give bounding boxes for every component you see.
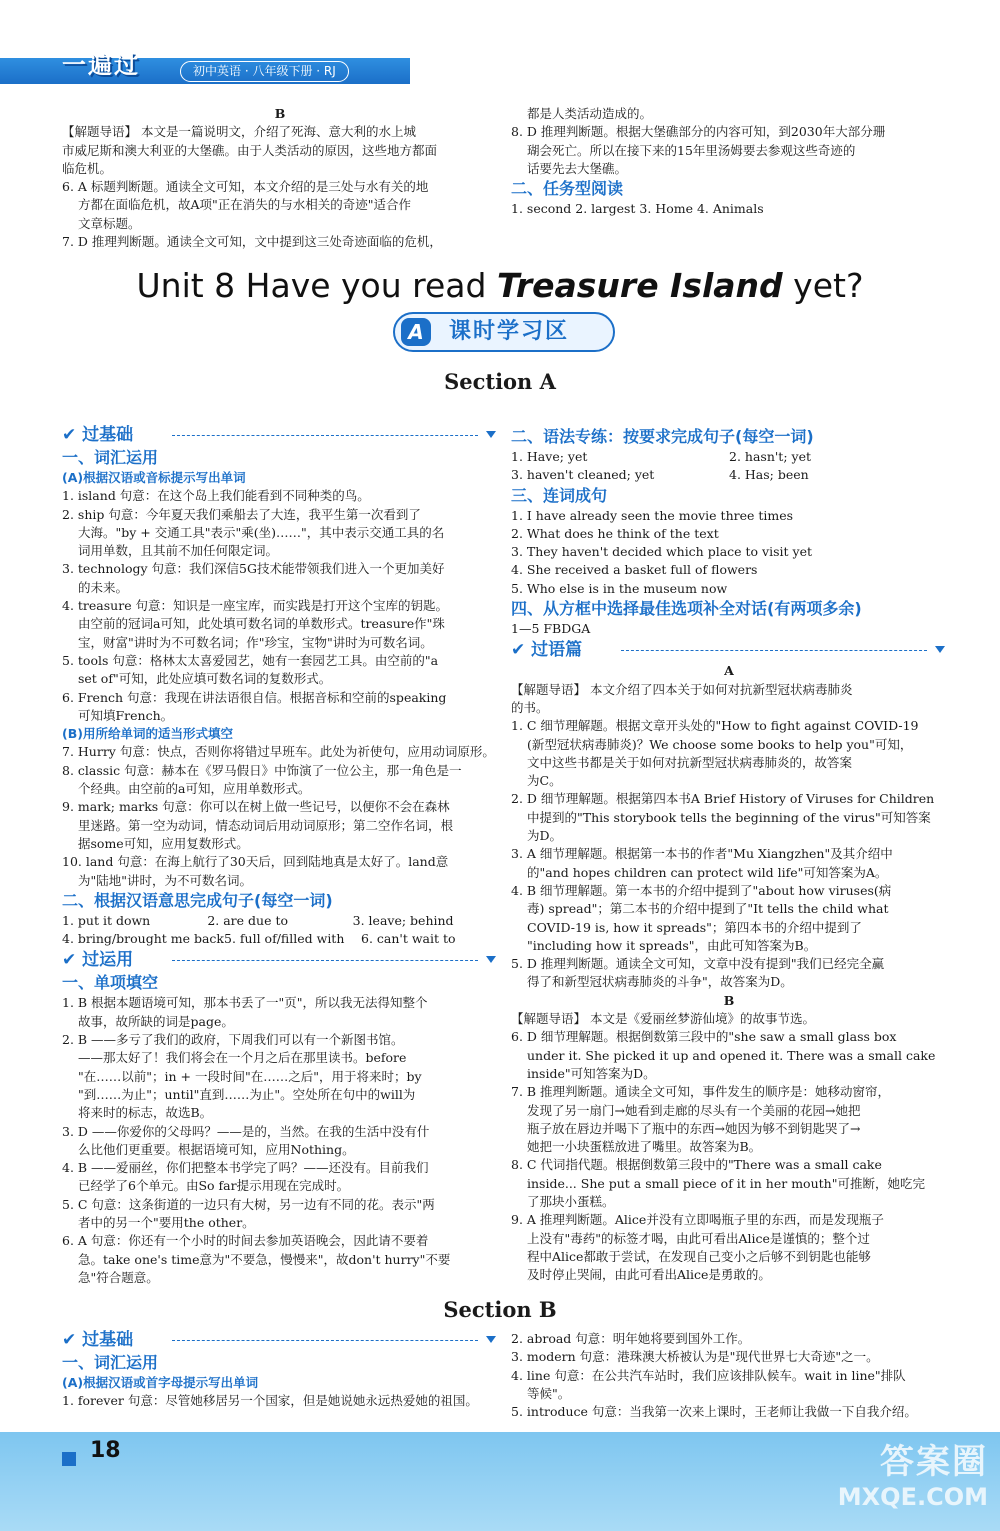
watermark: [838, 1442, 988, 1512]
answer-cell: 3. haven't cleaned; yet: [511, 467, 655, 483]
subheading: 二、语法专练：按要求完成句子(每空一词): [511, 427, 814, 446]
text-line: 3. A 细节理解题。根据第一本书的作者"Mu Xiangzhen"及其介绍中: [511, 846, 893, 862]
section-b-left-column: [62, 1328, 498, 1411]
text-line: 2. D 细节理解题。根据第四本书A Brief History of Viruses for Children: [511, 791, 935, 807]
top-left-column: [62, 105, 498, 251]
text-line: 10. land 句意：在海上航行了30天后，回到陆地真是太好了。land意: [62, 854, 449, 870]
text-line: 1. B 根据本题语境可知，那本书丢了一"页"，所以我无法得知整个: [62, 995, 428, 1011]
text-line: 5. Who else is in the museum now: [511, 580, 728, 596]
text-line: 大海。"by + 交通工具"表示"乘(坐)……"，其中表示交通工具的名: [78, 524, 445, 540]
text-line: B: [274, 106, 286, 121]
text-line: A: [724, 663, 734, 679]
heading-rule: [621, 650, 927, 651]
text-line: 8. C 代词指代题。根据倒数第三段中的"There was a small cake: [511, 1157, 882, 1173]
text-line: 9. A 推理判断题。Alice并没有立即喝瓶子里的东西，而是发现瓶子: [511, 1212, 884, 1228]
answer-cell: 4. Has; been: [729, 467, 809, 483]
text-line: 得了和新型冠状病毒肺炎的斗争"，故答案为D。: [527, 974, 793, 990]
text-line: 急"符合题意。: [78, 1269, 159, 1285]
text-line: (新型冠状病毒肺炎)？We choose some books to help you"可知，: [527, 736, 913, 752]
text-line: 【解题导语】 本文介绍了四本关于如何对抗新型冠状病毒肺炎: [511, 681, 853, 697]
subheading: (B)用所给单词的适当形式填空: [62, 726, 233, 742]
subheading: 一、词汇运用: [62, 448, 159, 467]
text-line: 7. Hurry 句意：快点，否则你将错过早班车。此处为祈使句，应用动词原形。: [62, 744, 495, 760]
heading-rule: [172, 1340, 478, 1341]
text-line: 4. She received a basket full of flowers: [511, 562, 758, 578]
zone-badge: A: [401, 318, 431, 346]
answer-cell: 6. can't wait to: [361, 931, 456, 947]
subheading: 二、根据汉语意思完成句子(每空一词): [62, 890, 333, 910]
section-a-left-column: [62, 423, 498, 1287]
text-line: 4. B ——爱丽丝，你们把整本书学完了吗？——还没有。目前我们: [62, 1160, 429, 1176]
text-line: 已经学了6个单元。由So far提示用现在完成时。: [78, 1178, 350, 1194]
text-line: 为"陆地"讲时，为不可数名词。: [78, 872, 252, 888]
answer-cell: 3. leave; behind: [352, 912, 454, 928]
text-line: 的"and hopes children can protect wild life"可知答案为A。: [527, 864, 888, 880]
text-line: 据some可知，应用复数形式。: [78, 835, 249, 851]
subheading: (A)根据汉语或首字母提示写出单词: [62, 1375, 259, 1390]
text-line: 毒) spread"；第二本书的介绍中提到了"It tells the child what: [527, 901, 889, 917]
text-line: 瑚会死亡。所以在接下来的15年里汤姆要去参观这些奇迹的: [527, 142, 856, 158]
text-line: 急。take one's time意为"不要急，慢慢来"，故don't hurry"不要: [78, 1251, 451, 1267]
text-line: 里迷路。第一空为动词，情态动词后用动词原形；第二空作名词，根: [78, 817, 454, 833]
text-line: 的未来。: [78, 579, 129, 595]
text-line: 故事，故所缺的词是page。: [78, 1013, 234, 1029]
text-line: 5. C 句意：这条街道的一边只有大树，另一边有不同的花。表示"两: [62, 1196, 435, 1212]
answer-row: [62, 930, 498, 948]
text-line: 等候"。: [527, 1385, 571, 1401]
text-line: 发现了另一扇门→她看到走廊的尽头有一个美丽的花园→她把: [527, 1102, 861, 1118]
answer-cell: 1. Have; yet: [511, 449, 588, 464]
watermark-text: 答案圈: [880, 1442, 988, 1482]
text-line: 5. tools 句意：格林太太喜爱园艺，她有一套园艺工具。由空前的"a: [62, 652, 439, 668]
text-line: 8. D 推理判断题。根据大堡礁部分的内容可知，到2030年大部分珊: [511, 124, 886, 140]
block-heading: [62, 948, 498, 972]
text-line: 她把一小块蛋糕放进了嘴里。故答案为B。: [527, 1139, 762, 1155]
text-line: 为D。: [527, 828, 563, 844]
text-line: 4. treasure 句意：知识是一座宝库，而实践是打开这个宝库的钥匙。: [62, 598, 449, 614]
block-heading: [62, 423, 498, 447]
text-line: COVID-19 is, how it spreads"；第四本书的介绍中提到了: [527, 919, 862, 935]
text-line: 2. B ——多亏了我们的政府，下周我们可以有一个新图书馆。: [62, 1032, 404, 1048]
answer-cell: 1. put it down: [62, 912, 151, 928]
text-line: 【解题导语】 本文是《爱丽丝梦游仙境》的故事节选。: [511, 1011, 815, 1027]
chevron-down-icon: [935, 646, 945, 653]
text-line: 为C。: [527, 773, 562, 789]
chevron-down-icon: [486, 1336, 496, 1343]
text-line: 1. I have already seen the movie three times: [511, 507, 794, 523]
heading-rule: [172, 435, 478, 436]
text-line: 5. D 推理判断题。通读全文可知，文章中没有提到"我们已经完全赢: [511, 956, 885, 972]
subheading: 二、任务型阅读: [511, 179, 624, 199]
subheading: (A)根据汉语或音标提示写出单词: [62, 470, 246, 485]
text-line: 3. They haven't decided which place to visit yet: [511, 544, 813, 560]
text-line: 临危机。: [62, 160, 113, 176]
section-b-right-column: [511, 1330, 947, 1421]
text-line: 3. D ——你爱你的父母吗？——是的，当然。在我的生活中没有什: [62, 1123, 430, 1139]
text-line: 中提到的"This storybook tells the beginning of the virus"可知答案: [527, 809, 931, 825]
header-bar: [0, 0, 1000, 98]
text-line: 者中的另一个"要用the other。: [78, 1214, 255, 1230]
text-line: under it. She picked it up and opened it. There was a small cake: [527, 1047, 936, 1063]
text-line: 2. ship 句意：今年夏天我们乘船去了大连，我平生第一次看到了: [62, 506, 421, 522]
watermark-url: MXQE.COM: [837, 1483, 988, 1511]
section-b-title: Section B: [443, 1297, 557, 1322]
subheading: 三、连词成句: [511, 485, 608, 505]
text-line: 了那块小蛋糕。: [527, 1193, 615, 1209]
text-line: inside"可知答案为D。: [527, 1065, 656, 1081]
subheading: 四、从方框中选择最佳选项补全对话(有两项多余): [511, 599, 862, 619]
text-line: 6. D 细节理解题。根据倒数第三段中的"she saw a small glass box: [511, 1029, 897, 1045]
chevron-down-icon: [486, 956, 496, 963]
text-line: 么比他们更重要。根据语境可知，应用Nothing。: [78, 1141, 355, 1157]
text-line: 话要先去大堡礁。: [527, 160, 628, 176]
block-heading-label: ✔ 过基础: [62, 1330, 134, 1350]
page-footer: [0, 1432, 1000, 1531]
text-line: 瓶子放在唇边并喝下了瓶中的东西→她因为够不到钥匙哭了→: [527, 1120, 861, 1136]
answer-cell: 5. full of/filled with: [224, 931, 345, 947]
breadcrumb: 初中英语 · 八年级下册 · RJ: [180, 61, 349, 82]
text-line: 4. line 句意：在公共汽车站时，我们应该排队候车。wait in line"排队: [511, 1367, 906, 1383]
text-line: 及时停止哭闹，由此可看出Alice是勇敢的。: [527, 1267, 771, 1283]
text-line: 文中这些书都是关于如何对抗新型冠状病毒肺炎的，故答案: [527, 754, 853, 770]
text-line: set of"可知，此处应填可数名词的复数形式。: [78, 671, 332, 687]
study-zone-banner: [393, 312, 615, 352]
text-line: 8. classic 句意：赫本在《罗马假日》中饰演了一位公主，那一角色是一: [62, 762, 462, 778]
block-heading: [511, 638, 947, 662]
phrase-answers: [62, 912, 498, 949]
text-line: 1. second 2. largest 3. Home 4. Animals: [511, 201, 764, 217]
answer-row: [511, 448, 947, 466]
text-line: 6. A 标题判断题。通读全文可知，本文介绍的是三处与水有关的地: [62, 179, 429, 195]
text-line: 7. B 推理判断题。通读全文可知，事件发生的顺序是：她移动窗帘，: [511, 1084, 891, 1100]
text-line: 将来时的标志，故选B。: [78, 1105, 213, 1121]
answer-cell: 4. bring/brought me back: [62, 931, 224, 947]
subheading: 一、词汇运用: [62, 1353, 159, 1372]
text-line: 3. technology 句意：我们深信5G技术能带领我们进入一个更加美好: [62, 561, 445, 577]
text-line: 6. French 句意：我现在讲法语很自信。根据音标和空前的speaking: [62, 689, 447, 705]
text-line: inside... She put a small piece of it in her mouth"可推断，她吃完: [527, 1175, 925, 1191]
text-line: 文章标题。: [78, 215, 141, 231]
text-line: 由空前的冠词a可知，此处填可数名词的单数形式。treasure作"珠: [78, 616, 445, 632]
text-line: 2. What does he think of the text: [511, 525, 719, 541]
text-line: 6. A 句意：你还有一个小时的时间去参加英语晚会，因此请不要着: [62, 1233, 429, 1249]
text-line: "including how it spreads"，由此可知答案为B。: [527, 937, 817, 953]
top-right-column: [511, 105, 947, 218]
text-line: 可知填French。: [78, 707, 174, 723]
text-line: 上没有"毒药"的标签才喝，由此可看出Alice是谨慎的；整个过: [527, 1230, 870, 1246]
block-heading-label: ✔ 过语篇: [511, 640, 583, 661]
text-line: 1. C 细节理解题。根据文章开头处的"How to fight against COVID-19: [511, 718, 919, 734]
page-marker-icon: [62, 1452, 76, 1466]
grammar-answers: [511, 448, 947, 485]
text-line: 词用单数，且其前不加任何限定词。: [78, 543, 279, 559]
text-line: 5. introduce 句意：当我第一次来上课时，王老师让我做一下自我介绍。: [511, 1404, 917, 1420]
unit-title: Unit 8 Have you read Treasure Island yet?: [136, 266, 864, 305]
block-heading-label: ✔ 过运用: [62, 950, 134, 971]
text-line: 市威尼斯和澳大利亚的大堡礁。由于人类活动的原因，这些地方都面: [62, 142, 438, 158]
text-line: 1. island 句意：在这个岛上我们能看到不同种类的鸟。: [62, 488, 370, 504]
text-line: 2. abroad 句意：明年她将要到国外工作。: [511, 1331, 751, 1346]
block-heading-label: ✔ 过基础: [62, 425, 134, 445]
block-heading: [62, 1328, 498, 1352]
text-line: "在……以前"；in + 一段时间"在……之后"，用于将来时；by: [78, 1068, 422, 1084]
text-line: 都是人类活动造成的。: [527, 106, 653, 121]
section-a-title: Section A: [444, 369, 556, 394]
subheading: 一、单项填空: [62, 973, 159, 993]
heading-rule: [172, 960, 478, 961]
text-line: 的书。: [511, 699, 549, 715]
text-line: 3. modern 句意：港珠澳大桥被认为是"现代世界七大奇迹"之一。: [511, 1349, 879, 1365]
section-a-right-column: [511, 426, 947, 1284]
answer-cell: 2. are due to: [207, 912, 288, 928]
brand-logo: 一遍过: [62, 51, 140, 79]
text-line: 程中Alice都敢于尝试，在发现自己变小之后够不到钥匙也能够: [527, 1248, 871, 1264]
text-line: 宝，财富"讲时为不可数名词；作"珍宝，宝物"讲时为可数名词。: [78, 634, 433, 650]
text-line: B: [723, 992, 735, 1008]
text-line: "到……为止"；until"直到……为止"。空处所在句中的will为: [78, 1086, 416, 1102]
text-line: 4. B 细节理解题。第一本书的介绍中提到了"about how viruses(病: [511, 882, 892, 898]
text-line: 【解题导语】 本文是一篇说明文，介绍了死海、意大利的水上城: [62, 124, 416, 140]
text-line: ——那太好了！我们将会在一个月之后在那里读书。before: [78, 1050, 407, 1066]
text-line: 1. forever 句意：尽管她移居另一个国家，但是她说她永远热爱她的祖国。: [62, 1393, 478, 1409]
text-line: 9. mark; marks 句意：你可以在树上做一些记号，以便你不会在森林: [62, 799, 450, 815]
answer-row: [511, 466, 947, 484]
text-line: 7. D 推理判断题。通读全文可知，文中提到这三处奇迹面临的危机，: [62, 234, 442, 250]
answer-cell: 2. hasn't; yet: [729, 449, 811, 464]
text-line: 个经典。由空前的a可知，应用单数形式。: [78, 781, 311, 797]
text-line: 1—5 FBDGA: [511, 621, 591, 637]
answer-row: [62, 912, 498, 930]
text-line: 方都在面临危机，故A项"正在消失的与水相关的奇迹"适合作: [78, 197, 412, 213]
page-number: 18: [90, 1438, 121, 1463]
chevron-down-icon: [486, 431, 496, 438]
zone-label: 课时学习区: [449, 319, 570, 344]
